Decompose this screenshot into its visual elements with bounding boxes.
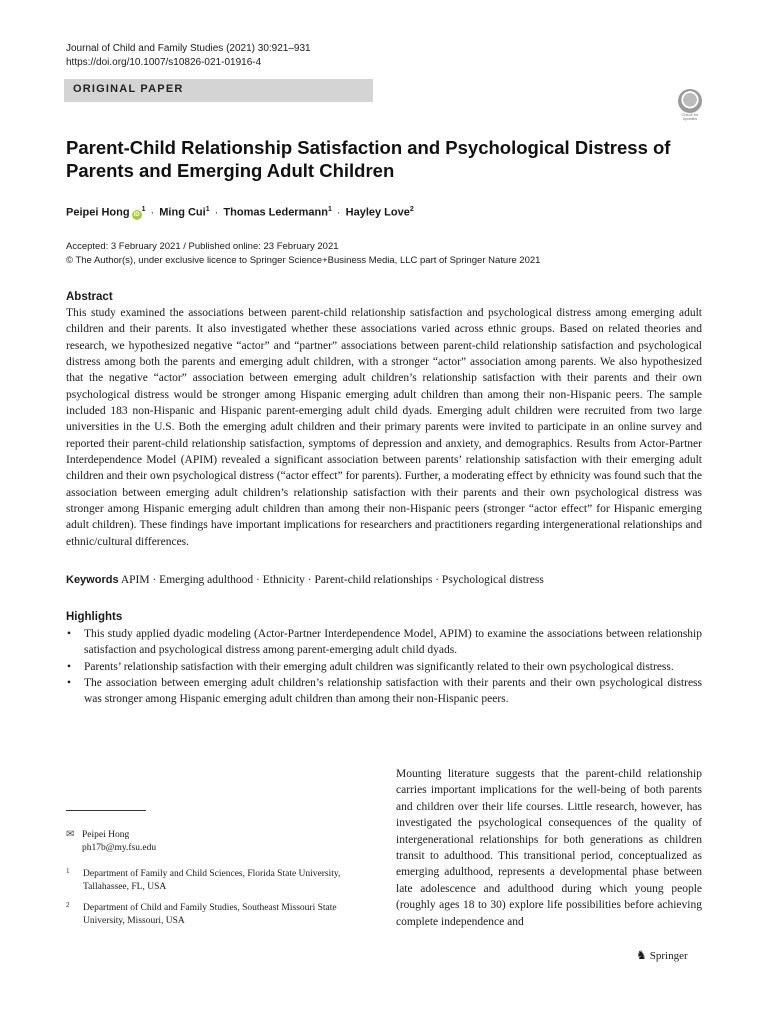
author-separator: · — [150, 206, 155, 219]
paper-title: Parent-Child Relationship Satisfaction and Psychological Distress of Parents and Emerging Adult Children — [66, 137, 671, 181]
corresponding-author — [66, 828, 156, 855]
publisher-name: Springer — [649, 950, 688, 962]
article-type-banner — [64, 79, 373, 102]
author-separator: · — [214, 206, 219, 219]
affiliation-text: Department of Family and Child Sciences, Florida State University, Tallahassee, FL, USA — [83, 869, 341, 892]
author-list — [66, 203, 414, 220]
affiliation — [66, 902, 376, 928]
affiliation-text: Department of Child and Family Studies, Southeast Missouri State University, Missouri, USA — [83, 903, 337, 926]
keywords — [66, 573, 544, 587]
keywords-label: Keywords — [66, 574, 119, 586]
abstract-text: This study examined the associations between parent-child relationship satisfaction and psychological distress among emerging adult children and their parents. It also investigated whether these associations varied across ethnic groups. Based on related theories and research, we hypothesized negative “actor” and “partner” associations between parent-child relationship satisfaction and psychological distress among both the parents and emerging adult children, with a stronger “actor” association among parents. We also hypothesized that the negative “actor” association between emerging adult children’s relationship satisfaction with their parents and their own psychological distress would be stronger among Hispanic emerging adult children than among their non-Hispanic peers. The sample included 183 non-Hispanic and Hispanic parent-emerging adult child dyads. Emerging adult children were recruited from two large universities in the U.S. Both the emerging adult children and their primary parents were invited to participate in an online survey and reported their parent-child relationship satisfaction, symptoms of depression and anxiety, and demographics. Results from Actor-Partner Interdependence Model (APIM) revealed a significant association between parents’ relationship satisfaction with their emerging adult children and their own psychological distress (“actor effect” for parents). Further, a moderating effect by ethnicity was found such that the association between emerging adult children’s relationship satisfaction with their parents and their own psychological distress was stronger among Hispanic emerging adult children than among their non-Hispanic peers (stronger “actor effect” for Hispanic emerging adult children). These findings have important implications for researchers and practitioners regarding intergenerational relationships and ethnic/cultural differences. — [66, 307, 702, 548]
highlights-heading: Highlights — [66, 611, 123, 623]
orcid-icon[interactable]: iD — [133, 211, 140, 218]
publisher-logo — [636, 948, 688, 963]
author-name[interactable]: Ming Cui — [159, 206, 206, 219]
crossmark-label: Check for updates — [681, 112, 699, 121]
contact-email[interactable]: ph17b@my.fsu.edu — [82, 843, 157, 853]
author-name[interactable]: Thomas Ledermann — [223, 206, 328, 219]
highlight-item: • The association between emerging adult children’s relationship satisfaction with their parents and their own psychological distress was stronger among Hispanic emerging adult children than among their non-Hispanic peers. — [66, 675, 702, 708]
publication-dates: Accepted: 3 February 2021 / Published online: 23 February 2021 — [66, 241, 339, 252]
author-name[interactable]: Peipei Hong — [66, 206, 130, 219]
author-name[interactable]: Hayley Love — [345, 206, 410, 219]
author-affil-mark: 1 — [141, 206, 146, 213]
affiliation-number: 2 — [66, 901, 70, 909]
intro-paragraph: Mounting literature suggests that the parent-child relationship carries important implications for the well-being of both parents and children over their life courses. Little research, however, has investigated the psychological consequences of the quality of intergenerational relationships for both generations as children transit to adulthood. This transitional period, conceptualized as emerging adulthood, represents a developmental phase between late adolescence and adulthood during which young people (roughly ages 18 to 30) explore life possibilities before achieving complete independence and — [396, 768, 702, 928]
affiliation — [66, 868, 376, 894]
copyright-notice: © The Author(s), under exclusive licence to Springer Science+Business Media, LLC part of Springer Nature 2021 — [66, 255, 541, 266]
springer-horse-icon: ♞ — [636, 948, 647, 962]
highlight-item: • This study applied dyadic modeling (Actor-Partner Interdependence Model, APIM) to examine the associations between relationship satisfaction and psychological distress among parent-emerging adult child dyads. — [66, 626, 702, 659]
footnote-divider — [66, 810, 146, 811]
abstract-heading: Abstract — [66, 291, 113, 303]
author-affil-mark: 2 — [409, 206, 414, 213]
doi-link[interactable]: https://doi.org/10.1007/s10826-021-01916-4 — [66, 57, 262, 68]
highlight-item: • Parents’ relationship satisfaction with their emerging adult children was significantly related to their own psychological distress. — [66, 659, 702, 675]
affiliation-number: 1 — [66, 867, 70, 875]
author-affil-mark: 1 — [327, 206, 332, 213]
author-affil-mark: 1 — [205, 206, 210, 213]
crossmark-badge — [678, 89, 702, 113]
article-type-label: ORIGINAL PAPER — [73, 83, 184, 95]
envelope-icon: ✉ — [66, 829, 75, 840]
check-for-updates-icon[interactable] — [676, 89, 704, 121]
journal-citation: Journal of Child and Family Studies (2021) 30:921–931 — [66, 43, 311, 54]
contact-name: Peipei Hong — [82, 830, 130, 840]
keywords-list: APIM · Emerging adulthood · Ethnicity · Parent-child relationships · Psychological distress — [120, 574, 544, 586]
author-separator: · — [336, 206, 341, 219]
highlights-list — [66, 626, 702, 707]
